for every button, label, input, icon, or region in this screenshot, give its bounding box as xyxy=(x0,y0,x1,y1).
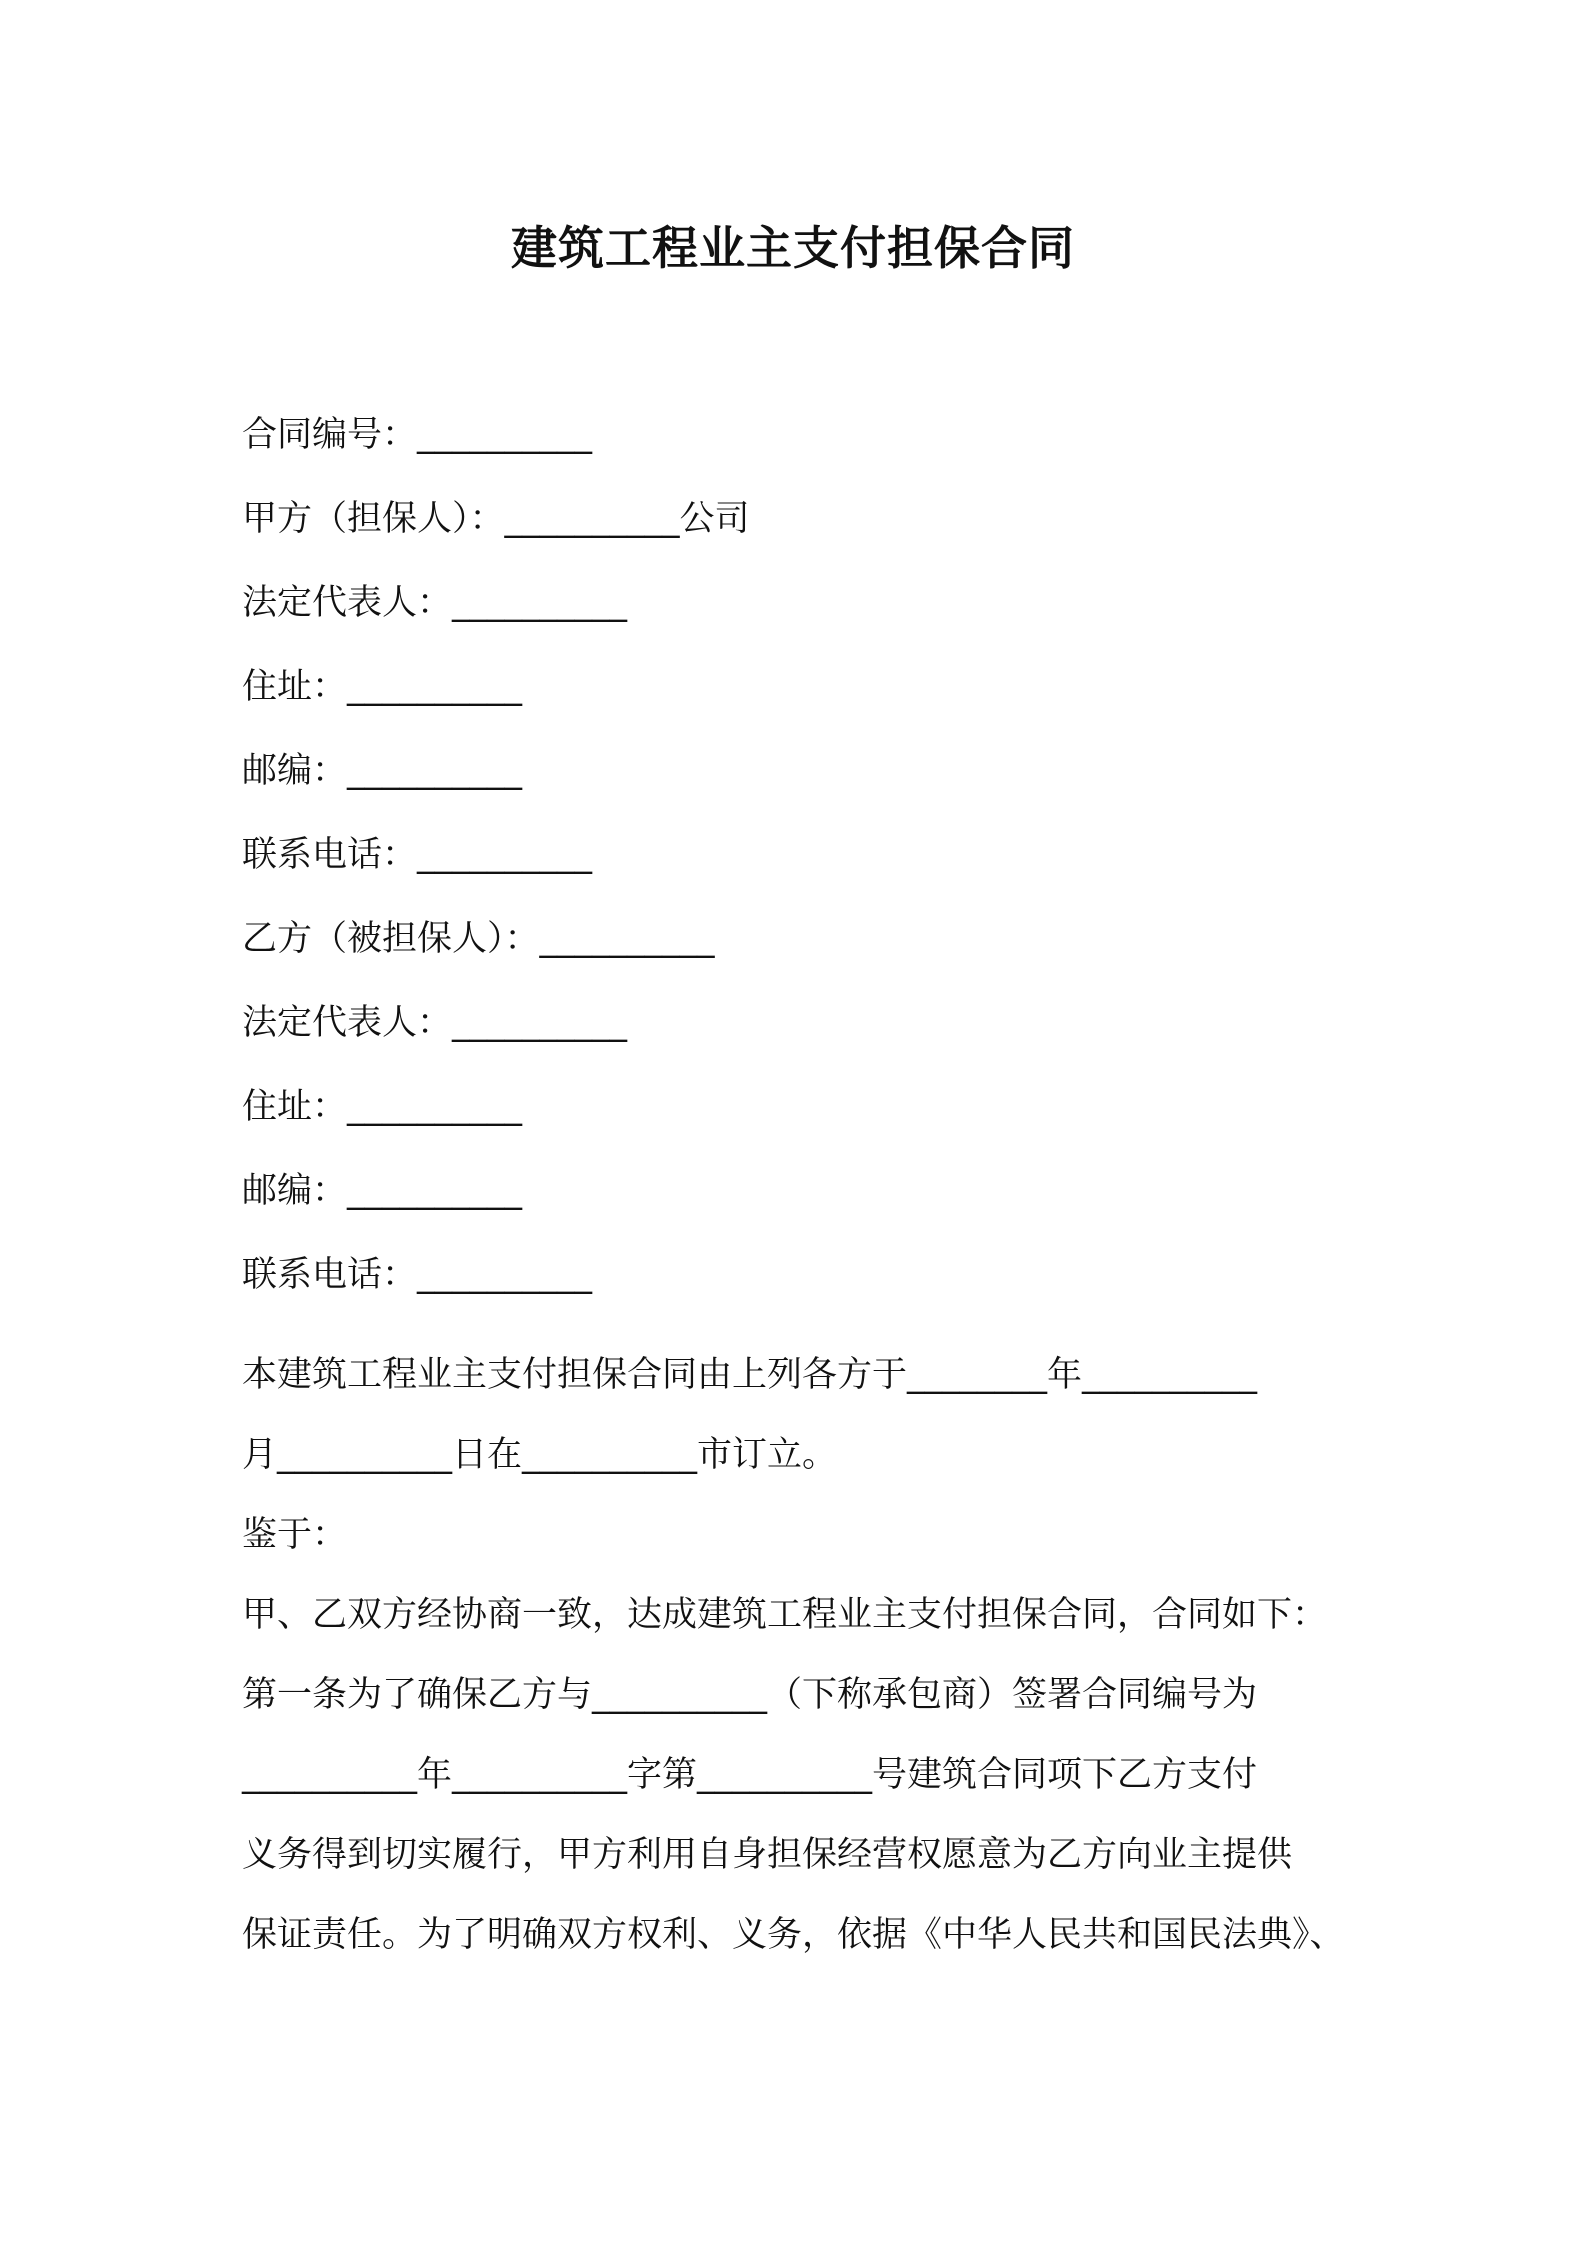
document-title: 建筑工程业主支付担保合同 xyxy=(511,221,1075,275)
party-a-field: 甲方（担保人）：__________公司 xyxy=(242,499,750,539)
party-a-phone-field: 联系电话：__________ xyxy=(242,835,593,875)
contract-number-field: 合同编号：__________ xyxy=(242,415,593,455)
party-b-legal-rep-field: 法定代表人：__________ xyxy=(242,1003,628,1043)
party-a-legal-rep-field: 法定代表人：__________ xyxy=(242,583,628,623)
document-body xyxy=(242,405,1362,1975)
signing-line-1: 本建筑工程业主支付担保合同由上列各方于________年__________ xyxy=(242,1355,1258,1395)
party-b-phone-field: 联系电话：__________ xyxy=(242,1255,593,1295)
signing-paragraph xyxy=(242,1335,1362,1495)
article-1-line-1: 第一条为了确保乙方与__________（下称承包商）签署合同编号为 xyxy=(242,1675,1258,1715)
whereas-paragraph xyxy=(242,1495,1362,1575)
party-b-field: 乙方（被担保人）：__________ xyxy=(242,919,715,959)
article-1-line-2: __________年__________字第__________号建筑合同项下乙方支付 xyxy=(242,1755,1258,1795)
agreement-paragraph xyxy=(242,1575,1362,1655)
agreement-line: 甲、乙双方经协商一致，达成建筑工程业主支付担保合同，合同如下： xyxy=(242,1595,1328,1635)
whereas-line: 鉴于： xyxy=(242,1515,348,1555)
party-a-address-field: 住址：__________ xyxy=(242,667,523,707)
signing-line-2: 月__________日在__________市订立。 xyxy=(242,1435,838,1475)
article-1-line-3: 义务得到切实履行，甲方利用自身担保经营权愿意为乙方向业主提供 xyxy=(242,1835,1293,1875)
party-a-postcode-field: 邮编：__________ xyxy=(242,751,523,791)
party-b-address-field: 住址：__________ xyxy=(242,1087,523,1127)
article-1-line-4: 保证责任。为了明确双方权利、义务，依据《中华人民共和国民法典》、 xyxy=(242,1915,1345,1955)
party-b-postcode-field: 邮编：__________ xyxy=(242,1171,523,1211)
article-1-paragraph xyxy=(242,1655,1362,1975)
